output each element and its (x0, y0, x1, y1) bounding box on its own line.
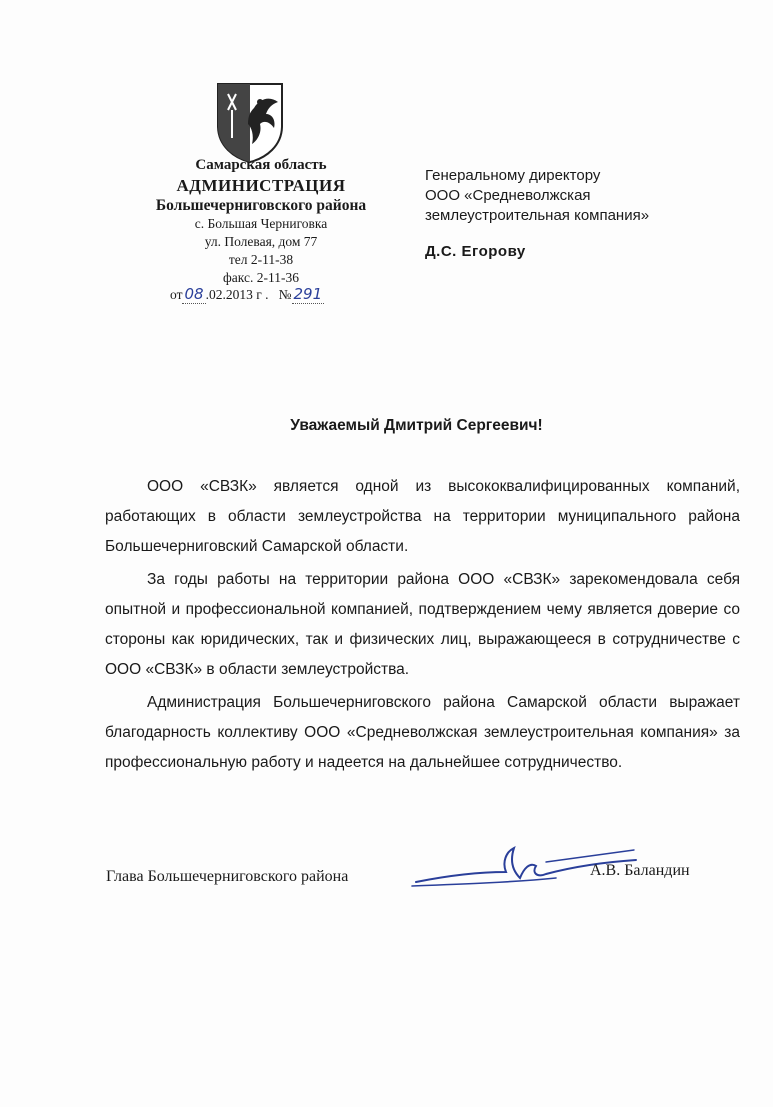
date-day-handwritten: 08 (184, 285, 204, 303)
sender-fax: факс. 2-11-36 (223, 269, 299, 285)
recipient-line-2: ООО «Средневолжская (425, 186, 591, 204)
recipient-name: Д.С. Егорову (425, 242, 526, 260)
date-rest: .02.2013 г . (205, 287, 269, 302)
sender-village: с. Большая Черниговка (194, 216, 328, 232)
coat-of-arms-icon (214, 80, 286, 164)
date-prefix: от (170, 287, 183, 302)
recipient-block (425, 166, 725, 262)
paragraph-3: Администрация Большечерниговского района Самарской области выражает благодарность коллективу ООО «Средневолжская землеустроительная компания» за профессиональную работу и надеется на дальнейшее сотрудничество. (105, 694, 740, 771)
letter-body (105, 472, 740, 781)
number-prefix: № (278, 287, 292, 302)
sender-block (118, 156, 404, 287)
sender-district: Большечерниговского района (155, 197, 367, 214)
sender-admin-title: АДМИНИСТРАЦИЯ (176, 175, 346, 195)
reference-line (170, 285, 324, 304)
salutation: Уважаемый Дмитрий Сергеевич! (290, 417, 543, 434)
paragraph-1: ООО «СВЗК» является одной из высококвалифицированных компаний, работающих в области землеустройства на территории муниципального района Большечерниговский Самарской области. (105, 478, 740, 555)
recipient-line-3: землеустроительная компания» (425, 206, 650, 224)
paragraph-2: За годы работы на территории района ООО «СВЗК» зарекомендовала себя опытной и профессиональной компанией, подтверждением чему является доверие со стороны как юридических, так и физических лиц, выражающееся в сотрудничестве с ООО «СВЗК» в области землеустройства. (105, 571, 740, 678)
number-handwritten: 291 (293, 285, 323, 303)
signatory-title: Глава Большечерниговского района (106, 868, 349, 885)
sender-region: Самарская область (195, 157, 327, 173)
signature-row (106, 862, 746, 902)
recipient-line-1: Генеральному директору (425, 167, 601, 184)
sender-street: ул. Полевая, дом 77 (204, 234, 318, 250)
sender-phone: тел 2-11-38 (228, 252, 294, 267)
signatory-name: А.В. Баландин (590, 862, 690, 879)
